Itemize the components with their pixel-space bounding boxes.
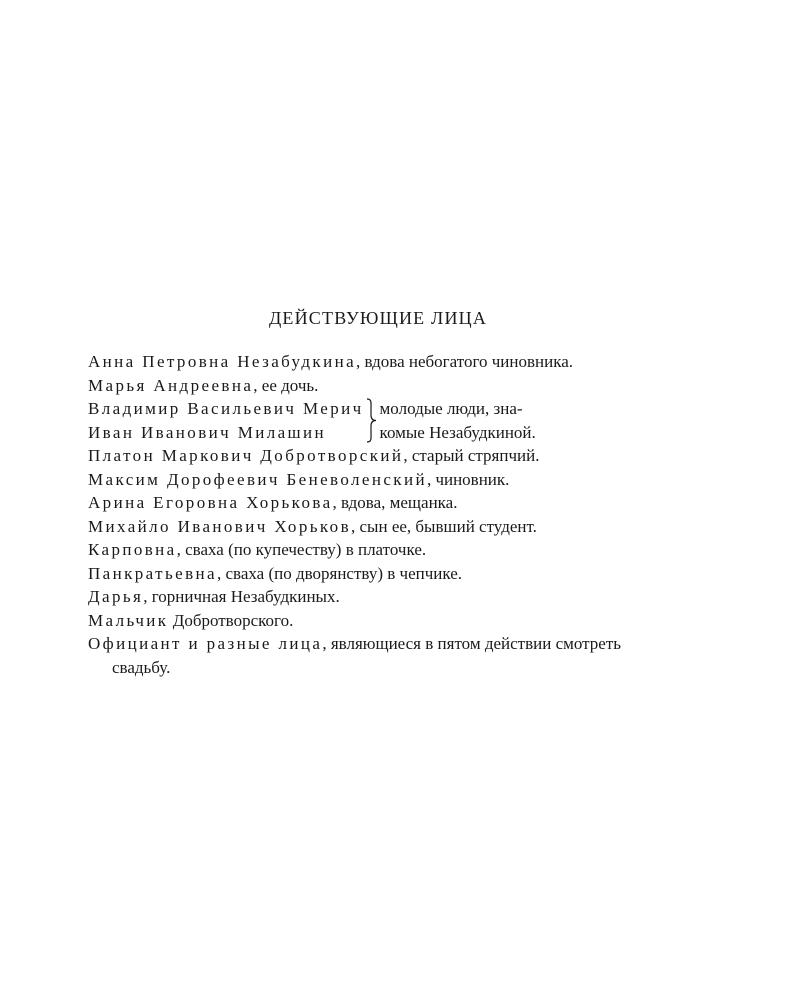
character-entry bbox=[88, 374, 678, 398]
character-description: , сын ее, бывший студент. bbox=[351, 516, 537, 536]
character-pair bbox=[88, 397, 678, 444]
character-description: , горничная Незабудкиных. bbox=[143, 587, 340, 606]
character-name: Марья Андреевна bbox=[88, 375, 254, 395]
character-list bbox=[88, 350, 678, 679]
character-entry bbox=[88, 444, 678, 468]
character-description: , чиновник. bbox=[426, 469, 510, 489]
character-entry bbox=[88, 350, 678, 374]
page-heading: ДЕЙСТВУЮЩИЕ ЛИЦА bbox=[268, 308, 488, 328]
character-description: , старый стряпчий. bbox=[403, 446, 540, 465]
character-entry bbox=[88, 562, 678, 586]
character-name: Владимир Васильевич Мерич bbox=[88, 399, 364, 418]
character-description: , сваха (по купечеству) в платочке. bbox=[176, 540, 427, 559]
character-description: Добротворского. bbox=[168, 610, 294, 630]
character-description: , вдова, мещанка. bbox=[332, 493, 458, 512]
character-entry bbox=[88, 585, 678, 609]
character-entry bbox=[88, 538, 678, 562]
character-name: Платон Маркович Добротворский bbox=[88, 446, 404, 465]
pair-description bbox=[380, 397, 536, 444]
character-name: Дарья bbox=[88, 587, 144, 606]
pair-description-line: молодые люди, зна- bbox=[379, 399, 523, 418]
character-description: , ее дочь. bbox=[253, 375, 319, 395]
character-description: , сваха (по дворянству) в чепчике. bbox=[216, 563, 463, 583]
dramatis-personae-page bbox=[88, 306, 678, 679]
character-name: Мальчик bbox=[88, 610, 169, 630]
character-name: Анна Петровна Незабудкина bbox=[88, 352, 357, 371]
character-entry bbox=[88, 632, 678, 679]
character-entry bbox=[88, 468, 678, 492]
character-entry bbox=[88, 609, 678, 633]
character-name: Михайло Иванович Хорьков bbox=[88, 516, 351, 536]
pair-description-line: комые Незабудкиной. bbox=[379, 422, 536, 442]
character-name: Карповна bbox=[88, 540, 177, 559]
character-name: Арина Егоровна Хорькова bbox=[88, 493, 333, 512]
character-description: , вдова небогатого чиновника. bbox=[356, 352, 574, 371]
character-name: Панкратьевна bbox=[88, 563, 217, 583]
pair-names bbox=[88, 397, 364, 444]
character-name: Официант и разные лица bbox=[88, 634, 323, 653]
character-name: Иван Иванович Милашин bbox=[88, 422, 327, 442]
character-name: Максим Дорофеевич Беневоленский bbox=[88, 469, 427, 489]
brace-icon bbox=[364, 397, 378, 444]
character-description: , являющиеся в пятом действии смотреть свадьбу. bbox=[112, 634, 622, 677]
character-entry bbox=[88, 515, 678, 539]
character-entry bbox=[88, 491, 678, 515]
